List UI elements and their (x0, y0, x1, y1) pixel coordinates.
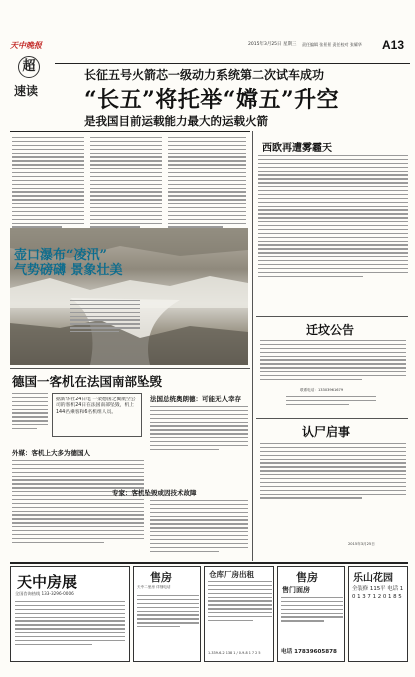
section-tag-text: 速读 (14, 84, 39, 98)
sidebar-story3-title: 认尸启事 (302, 425, 351, 439)
photo-caption (14, 248, 123, 278)
house-expo-ad (10, 566, 130, 662)
ad-storefront (277, 566, 345, 662)
sidebar-story2-title: 迁坟公告 (306, 323, 355, 337)
house-expo-title: 天中房展 (17, 573, 78, 591)
ad-warehouse (204, 566, 274, 662)
ad-warehouse-body (208, 581, 272, 624)
crash-top-rule (10, 368, 250, 369)
paper-name: 天中晚报 (10, 40, 42, 50)
lead-rule (10, 131, 250, 132)
page-number: A13 (382, 38, 405, 52)
ad-sell-house (133, 566, 201, 662)
lead-headline: “长五”将托举“嫦五”升空 (84, 87, 340, 113)
ads-top-rule (10, 562, 408, 564)
ad-leshan-title: 乐山花园 (353, 573, 393, 584)
ad-sell-house-body (137, 595, 199, 630)
house-expo-phone: 全国咨询热线 133-3296-0006 (15, 591, 74, 596)
sidebar-story2-footer (286, 396, 376, 408)
crash-section1-body (12, 460, 144, 546)
lead-body-col1 (12, 137, 84, 230)
photo-caption-line2: 气势磅礴 景象壮美 (14, 263, 123, 278)
lead-kicker: 长征五号火箭芯一级动力系统第二次试车成功 (84, 68, 325, 82)
ad-warehouse-phone: 1-339-6-2 138 1 / 0-9-8 1 7 2 5 (208, 651, 261, 655)
photo-caption-line1: 壶口瀑布“凌汛” (14, 248, 107, 263)
sidebar-story3-body (260, 443, 406, 501)
house-expo-listings (15, 601, 125, 648)
ad-storefront-phone: 电话 17839605878 (281, 649, 337, 655)
ad-sell-house-desc: 天中二里房 详细电话 (137, 585, 171, 589)
lead-body-col2 (90, 137, 162, 230)
masthead (10, 38, 408, 64)
crash-headline: 德国一客机在法国南部坠毁 (12, 374, 163, 389)
sidebar-story1-title: 西欧再遭雾霾天 (262, 143, 332, 154)
ad-leshan-desc: 全装修 115平 电话 1 0 1 3 7 1 2 0 1 8 5 (352, 586, 404, 600)
sidebar-rule1 (256, 316, 408, 317)
sidebar-divider (252, 131, 253, 561)
sidebar-story3-date: 2015年3月25日 (348, 542, 375, 546)
crash-section2-body (150, 406, 248, 453)
date-line: 2015年3月25日 星期三 (248, 42, 297, 47)
crash-section2-title: 法国总统奥朗德：可能无人幸存 (150, 395, 241, 403)
crash-summary-box (52, 393, 142, 437)
crash-summary-text: 据新华社24日电 一架德国之翼航空公司的客机24日在法国南部坠毁，机上144名乘客和6名机组人员。 (56, 397, 136, 415)
ad-storefront-sub: 售门面房 (282, 585, 310, 594)
ad-storefront-body (281, 597, 343, 624)
crash-left-col (12, 393, 48, 432)
photo-story-text (70, 300, 140, 335)
section-tag-char: 超 (18, 56, 40, 78)
ad-storefront-title: 售房 (296, 571, 318, 584)
crash-section1-title: 外媒：客机上大多为德国人 (12, 449, 90, 457)
ad-sell-house-title: 售房 (150, 571, 172, 584)
sidebar-story1-body (258, 155, 408, 280)
ad-leshan-garden (348, 566, 408, 662)
top-rule (55, 63, 410, 64)
crash-section3-title: 专家：客机坠毁或因技术故障 (112, 489, 197, 497)
ad-warehouse-title: 仓库厂房出租 (209, 570, 254, 579)
sidebar-story2-body (260, 340, 406, 383)
sidebar-story2-contact: 联系电话：13303961679 (300, 388, 344, 392)
lead-subhead: 是我国目前运载能力最大的运载火箭 (84, 114, 268, 128)
lead-body-col3 (168, 137, 246, 230)
crash-section3-body (150, 500, 248, 554)
editor-info: 责任编辑 张景景 责任校对 张耀华 (302, 42, 362, 47)
sidebar-rule2 (256, 418, 408, 419)
section-tag (14, 56, 50, 112)
